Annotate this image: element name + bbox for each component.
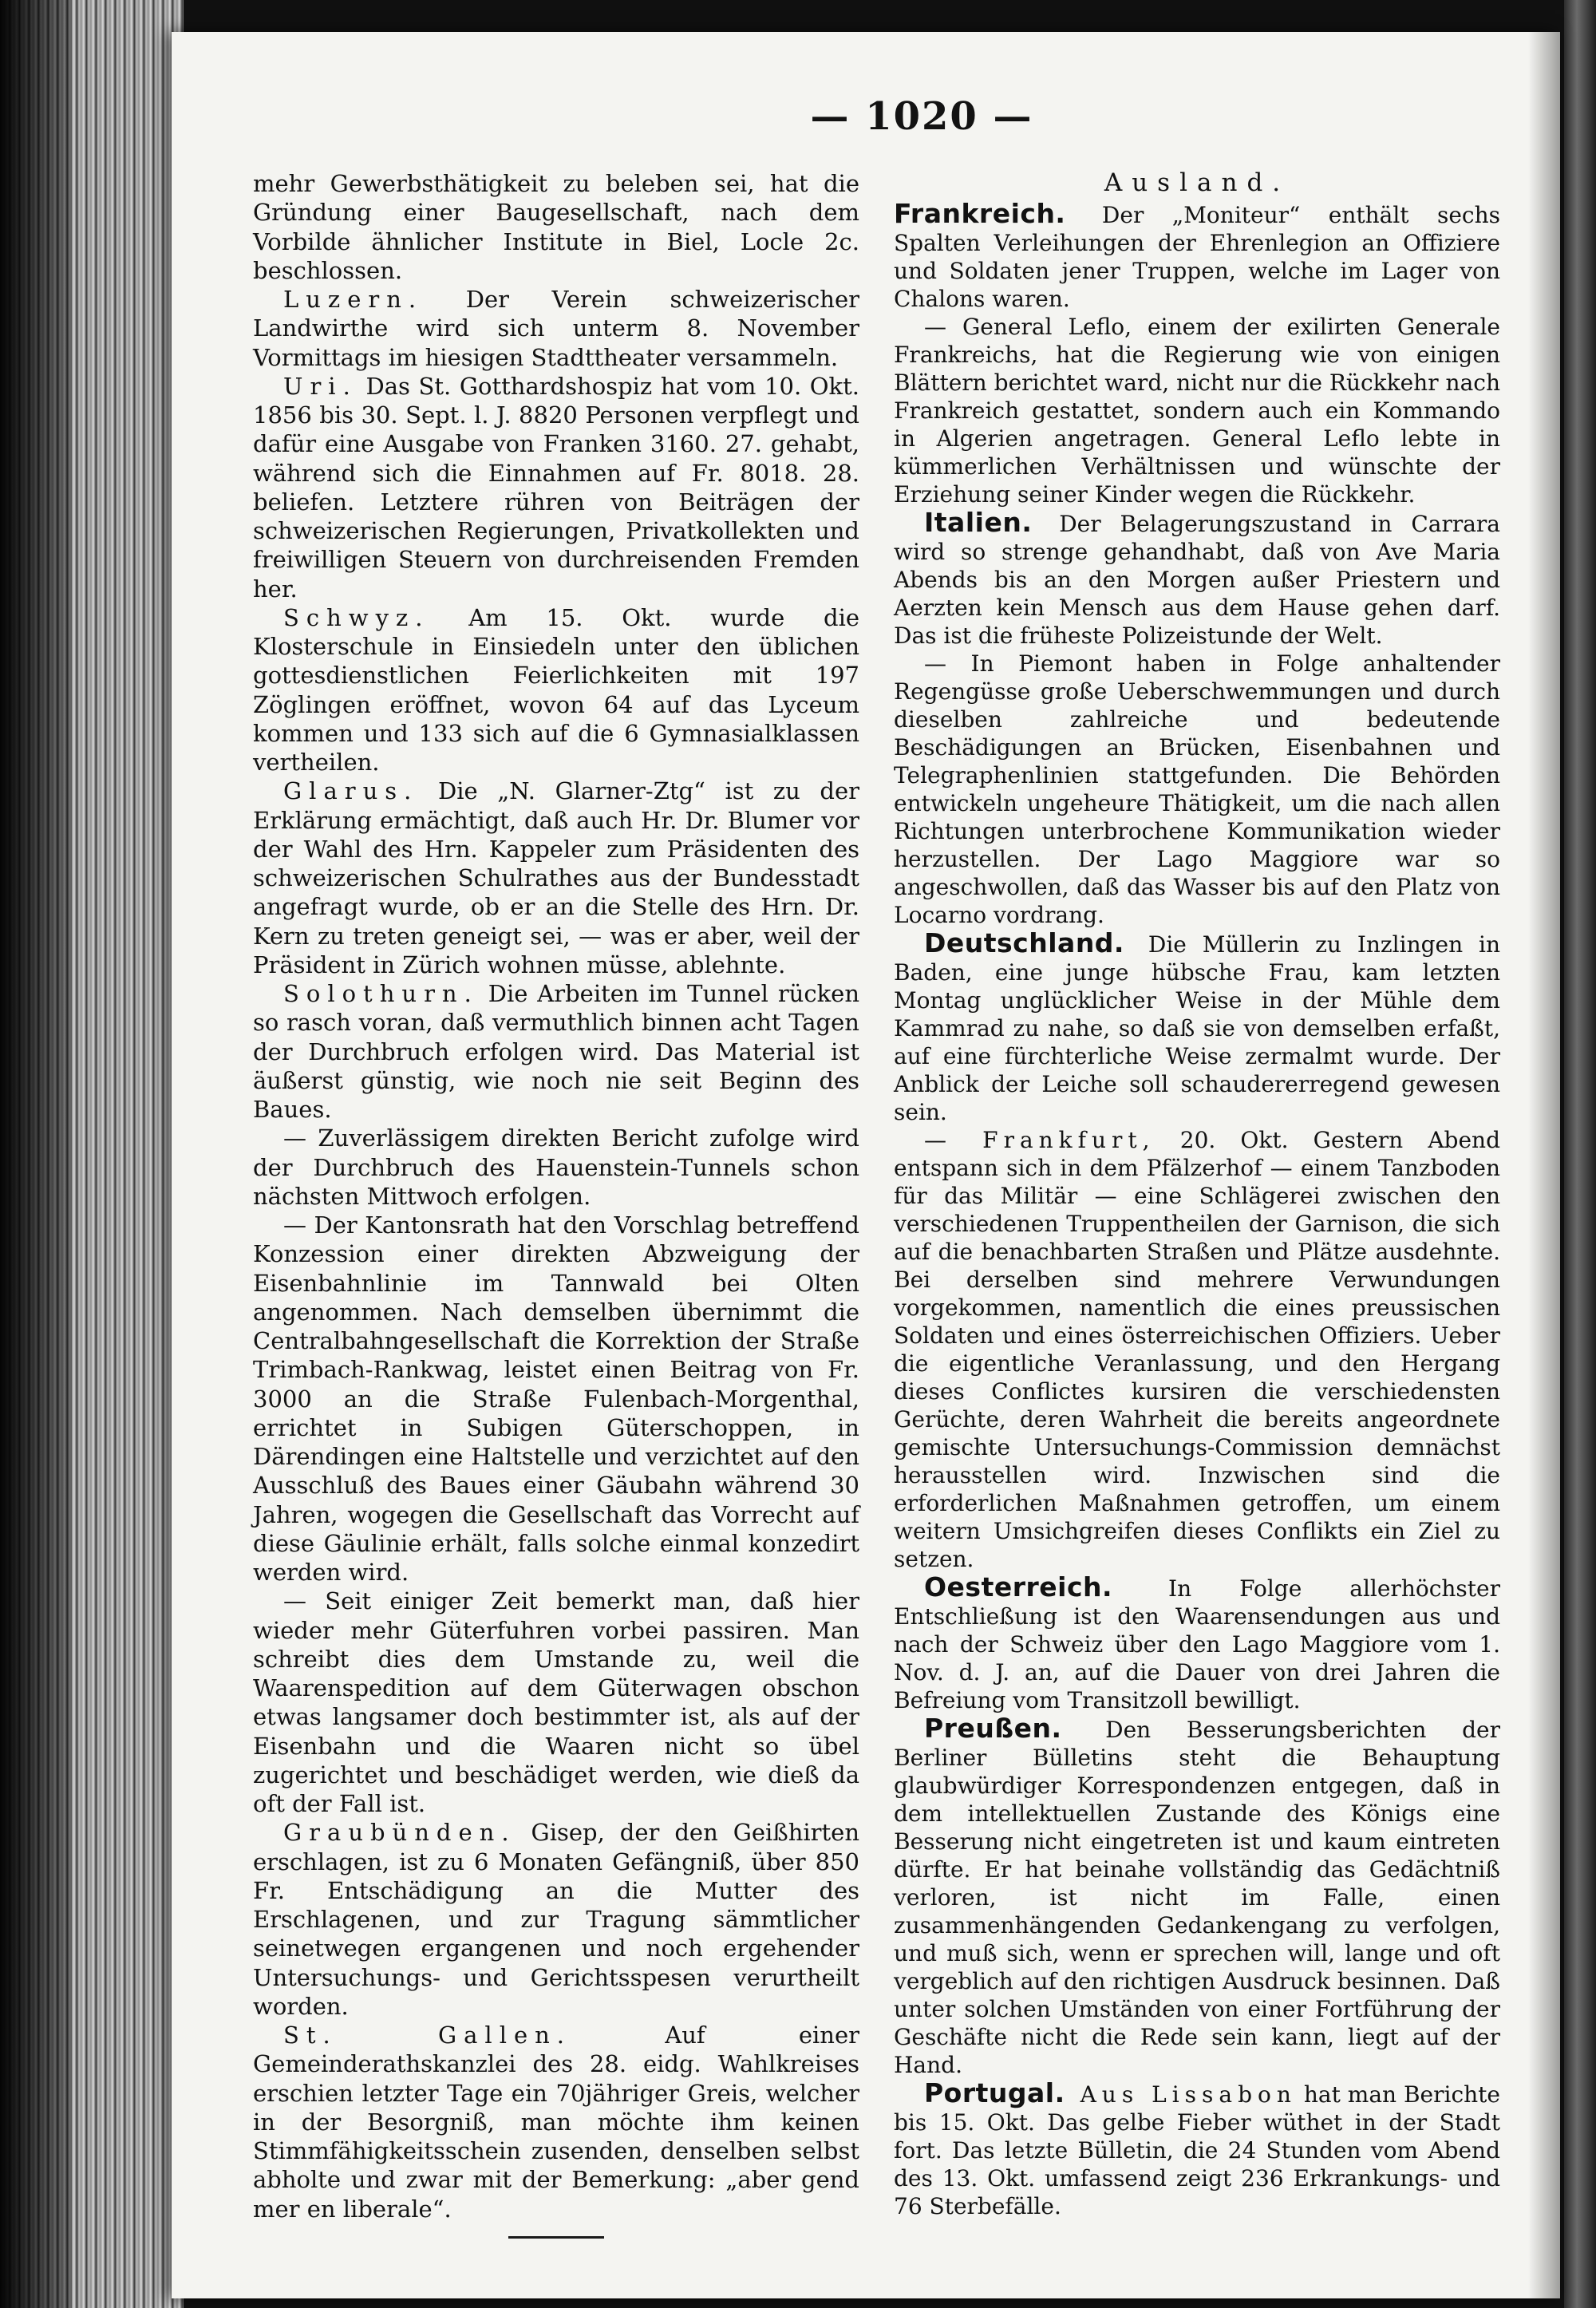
country-heading: Italien. (924, 507, 1033, 538)
paragraph-text: 20. Okt. Gestern Abend entspann sich in dem Pfälzerhof — einem Tanzboden für das Militär — eine Schlägerei zwischen den verschiedenen Truppentheilen der Garnison, die sich auf die benachbarten Straßen und Plätze ausdehnte. Bei derselben sind mehrere Verwundungen vorgekommen, namentlich die eines preussischen Soldaten und eines österreichischen Offiziers. Ueber die eigentliche Veranlassung, und den Hergang dieses Conflictes kursiren die verschiedensten Gerüchte, deren Wahrheit die bereits angeordnete gemischte Untersuchungs-Commission demnächst herausstellen wird. Inzwischen sind die erforderlichen Maßnahmen getroffen, um einem weitern Umsichgreifen dieses Conflikts ein Ziel zu setzen. (894, 1127, 1501, 1572)
country-heading: Frankreich. (894, 198, 1066, 229)
article-paragraph (894, 1126, 1500, 1573)
paragraph-text: Gisep, der den Geißhirten erschlagen, ist zu 6 Monaten Gefängniß, über 850 Fr. Entschädigung an die Mutter des Erschlagenen, und zur Tragung sämmtlicher seinetwegen ergangenen und noch ergehender Untersuchungs- und Gerichtsspesen verurtheilt worden. (253, 1819, 860, 2020)
paragraph-text: — Zuverlässigem direkten Bericht zufolge wird der Durchbruch des Hauenstein-Tunnels schon nächsten Mittwoch erfolgen. (253, 1124, 859, 1210)
article-paragraph (894, 929, 1500, 1126)
country-heading: Oesterreich. (924, 1571, 1113, 1603)
paragraph-text: — General Leflo, einem der exilirten Generale Frankreichs, hat die Regierung wie von einigen Blättern berichtet ward, nicht nur die Rückkehr nach Frankreich gestattet, sondern auch ein Kommando in Algerien angetragen. General Leflo lebte in kümmerlichen Verhältnissen und wünschte der Erziehung seiner Kinder wegen die Rückkehr. (894, 314, 1500, 508)
paragraph-text: mehr Gewerbsthätigkeit zu beleben sei, hat die Gründung einer Baugesellschaft, nach dem Vorbilde ähnlicher Institute in Biel, Locle 2c. beschlossen. (253, 170, 859, 284)
paragraph-text: Die Arbeiten im Tunnel rücken so rasch voran, daß vermuthlich binnen acht Tagen der Durchbruch erfolgen wird. Das Material ist äußerst günstig, wie noch nie seit Beginn des Baues. (253, 980, 860, 1123)
article-paragraph (253, 603, 859, 777)
place-name: Uri. (283, 372, 358, 400)
paragraph-text: Die „N. Glarner-Ztg“ ist zu der Erklärung ermächtigt, daß auch Hr. Dr. Blumer vor der Wahl des Hrn. Kappeler zum Präsidenten des schweizerischen Schulrathes aus der Bundesstadt angefragt wurde, ob er an die Stelle des Hrn. Dr. Kern zu treten geneigt sei, — was er aber, weil der Präsident in Zürich wohnen müsse, ablehnte. (253, 777, 860, 978)
paragraph-text: — Seit einiger Zeit bemerkt man, daß hier wieder mehr Güterfuhren vorbei passiren. Man schreibt dies dem Umstande zu, weil die Waarenspedition auf dem Güterwagen obschon etwas langsamer doch bestimmter ist, als auf der Eisenbahn und die Waaren nicht so übel zugerichtet und beschädiget werden, wie dieß da oft der Fall ist. (253, 1587, 859, 1817)
paragraph-text: Den Besserungsberichten der Berliner Bülletins steht die Behauptung glaubwürdiger Korrespondenzen entgegen, daß in dem intellektuellen Zustande des Königs eine Besserung nicht eingetreten ist und kaum eintreten dürfte. Er hat beinahe vollständig das Gedächtniß verloren, ist nicht im Falle, einen zusammenhängenden Gedankengang zu verfolgen, und muß sich, wenn er sprechen will, lange und oft vergeblich auf den richtigen Ausdruck besinnen. Daß unter solchen Umständen von einer Fortführung der Geschäfte nicht die Rede sein kann, liegt auf der Hand. (894, 1717, 1500, 2078)
place-name: Solothurn. (283, 980, 479, 1007)
page-number: — 1020 — (810, 94, 1033, 139)
place-name: Glarus. (283, 777, 419, 805)
place-name: Graubünden. (283, 1819, 516, 1847)
newspaper-page (172, 32, 1560, 2298)
article-paragraph (253, 372, 859, 603)
paragraph-text: Der Belagerungszustand in Carrara wird so strenge gehandhabt, daß von Ave Maria Abends bis an den Morgen außer Priestern und Aerzten kein Mensch aus dem Hause gehen darf. Das ist die früheste Polizeistunde der Welt. (894, 511, 1500, 649)
article-paragraph (253, 2021, 859, 2223)
page-shading (1528, 32, 1560, 2298)
article-paragraph (253, 169, 859, 285)
article-paragraph (253, 285, 859, 372)
end-rule (508, 2236, 604, 2239)
article-paragraph (253, 777, 859, 979)
paragraph-text: Am 15. Okt. wurde die Klosterschule in Einsiedeln unter den üblichen gottesdienstlichen Feierlichkeiten mit 197 Zöglingen eröffnet, wovon 64 auf das Lyceum kommen und 133 sich auf die 6 Gymnasialklassen vertheilen. (253, 603, 860, 776)
paragraph-text: Auf einer Gemeinderathskanzlei des 28. eidg. Wahlkreises erschien letzter Tage ein 70jähriger Greis, welcher in der Besorgniß, man möchte ihm keinen Stimmfähigkeitsschein zusenden, denselben selbst abholte und zwar mit der Bemerkung: „aber gend mer en liberale“. (253, 2021, 859, 2223)
article-paragraph (894, 1573, 1500, 1714)
country-heading: Portugal. (924, 2077, 1065, 2108)
spaced-dateline: — Frankfurt, (924, 1127, 1156, 1153)
paragraph-text: hat man Berichte bis 15. Okt. Das gelbe Fieber wüthet in der Stadt fort. Das letzte Bülletin, die 24 Stunden vom Abend des 13. Okt. umfassend zeigt 236 Erkrankungs- und 76 Sterbefälle. (894, 2081, 1500, 2219)
country-heading: Deutschland. (924, 927, 1124, 958)
right-column (894, 169, 1500, 2220)
place-name: St. Gallen. (283, 2021, 572, 2049)
paragraph-text: — Der Kantonsrath hat den Vorschlag betreffend Konzession einer direkten Abzweigung der Eisenbahnlinie im Tannwald bei Olten angenommen. Nach demselben übernimmt die Centralbahngesellschaft die Korrektion der Straße Trimbach-Rankwag, leistet einen Beitrag von Fr. 3000 an die Straße Fulenbach-Morgenthal, errichtet in Subigen Güterschoppen, in Därendingen eine Haltstelle und verzichtet auf den Ausschluß des Baues einer Gäubahn während 30 Jahren, wogegen die Gesellschaft das Vorrecht auf diese Gäulinie erhält, falls solche einmal konzedirt werden wird. (253, 1211, 859, 1586)
section-heading: Ausland. (1104, 168, 1290, 197)
paragraph-text: Der „Moniteur“ enthält sechs Spalten Verleihungen der Ehrenlegion an Offiziere und Soldaten jener Truppen, welche im Lager von Chalons waren. (894, 202, 1500, 312)
country-heading: Preußen. (924, 1713, 1062, 1744)
article-paragraph (253, 979, 859, 1124)
article-paragraph (894, 1714, 1500, 2079)
paragraph-text: — In Piemont haben in Folge anhaltender Regengüsse große Ueberschwemmungen und durch dieselben zahlreiche und bedeutende Beschädigungen an Brücken, Eisenbahnen und Telegraphenlinien stattgefunden. Die Behörden entwickeln ungeheure Thätigkeit, um die nach allen Richtungen unterbrochene Kommunikation wieder herzustellen. Der Lago Maggiore war so angeschwollen, daß das Wasser bis auf den Platz von Locarno vordrang. (894, 650, 1500, 928)
article-paragraph (253, 1124, 859, 1211)
place-name: Luzern. (283, 286, 424, 313)
scanner-right-border (1564, 0, 1596, 2308)
place-name: Schwyz. (283, 603, 430, 631)
article-paragraph (894, 200, 1500, 313)
article-paragraph (894, 650, 1500, 929)
binding-shadow (0, 0, 72, 2308)
paragraph-text: Der Verein schweizerischer Landwirthe wird sich unterm 8. November Vormittags im hiesigen Stadttheater versammeln. (253, 286, 859, 371)
article-paragraph (253, 1587, 859, 1818)
article-paragraph (253, 1211, 859, 1587)
article-paragraph (253, 1818, 859, 2021)
paragraph-text: Die Müllerin zu Inzlingen in Baden, eine junge hübsche Frau, kam letzten Montag unglücklicher Weise in der Mühle dem Kammrad zu nahe, so daß sie von demselben erfaßt, auf eine fürchterliche Weise zermalmt wurde. Der Anblick der Leiche soll schaudererregend gewesen sein. (894, 931, 1500, 1125)
article-paragraph (894, 2079, 1500, 2220)
article-paragraph (894, 508, 1500, 650)
left-column (253, 169, 859, 2239)
article-paragraph (894, 313, 1500, 508)
spaced-dateline: Aus Lissabon (1080, 2081, 1297, 2108)
paragraph-text: In Folge allerhöchster Entschließung ist den Waarensendungen aus und nach der Schweiz über den Lago Maggiore vom 1. Nov. d. J. an, auf die Dauer von drei Jahren die Befreiung vom Transitzoll bewilligt. (894, 1575, 1500, 1713)
paragraph-text: Das St. Gotthardshospiz hat vom 10. Okt. 1856 bis 30. Sept. l. J. 8820 Personen verpflegt und dafür eine Ausgabe von Franken 3160. 27. gehabt, während sich die Einnahmen auf Fr. 8018. 28. beliefen. Letztere rühren von Beiträgen der schweizerischen Regierungen, Privatkollekten und freiwilligen Steuern von durchreisenden Fremden her. (253, 372, 860, 603)
